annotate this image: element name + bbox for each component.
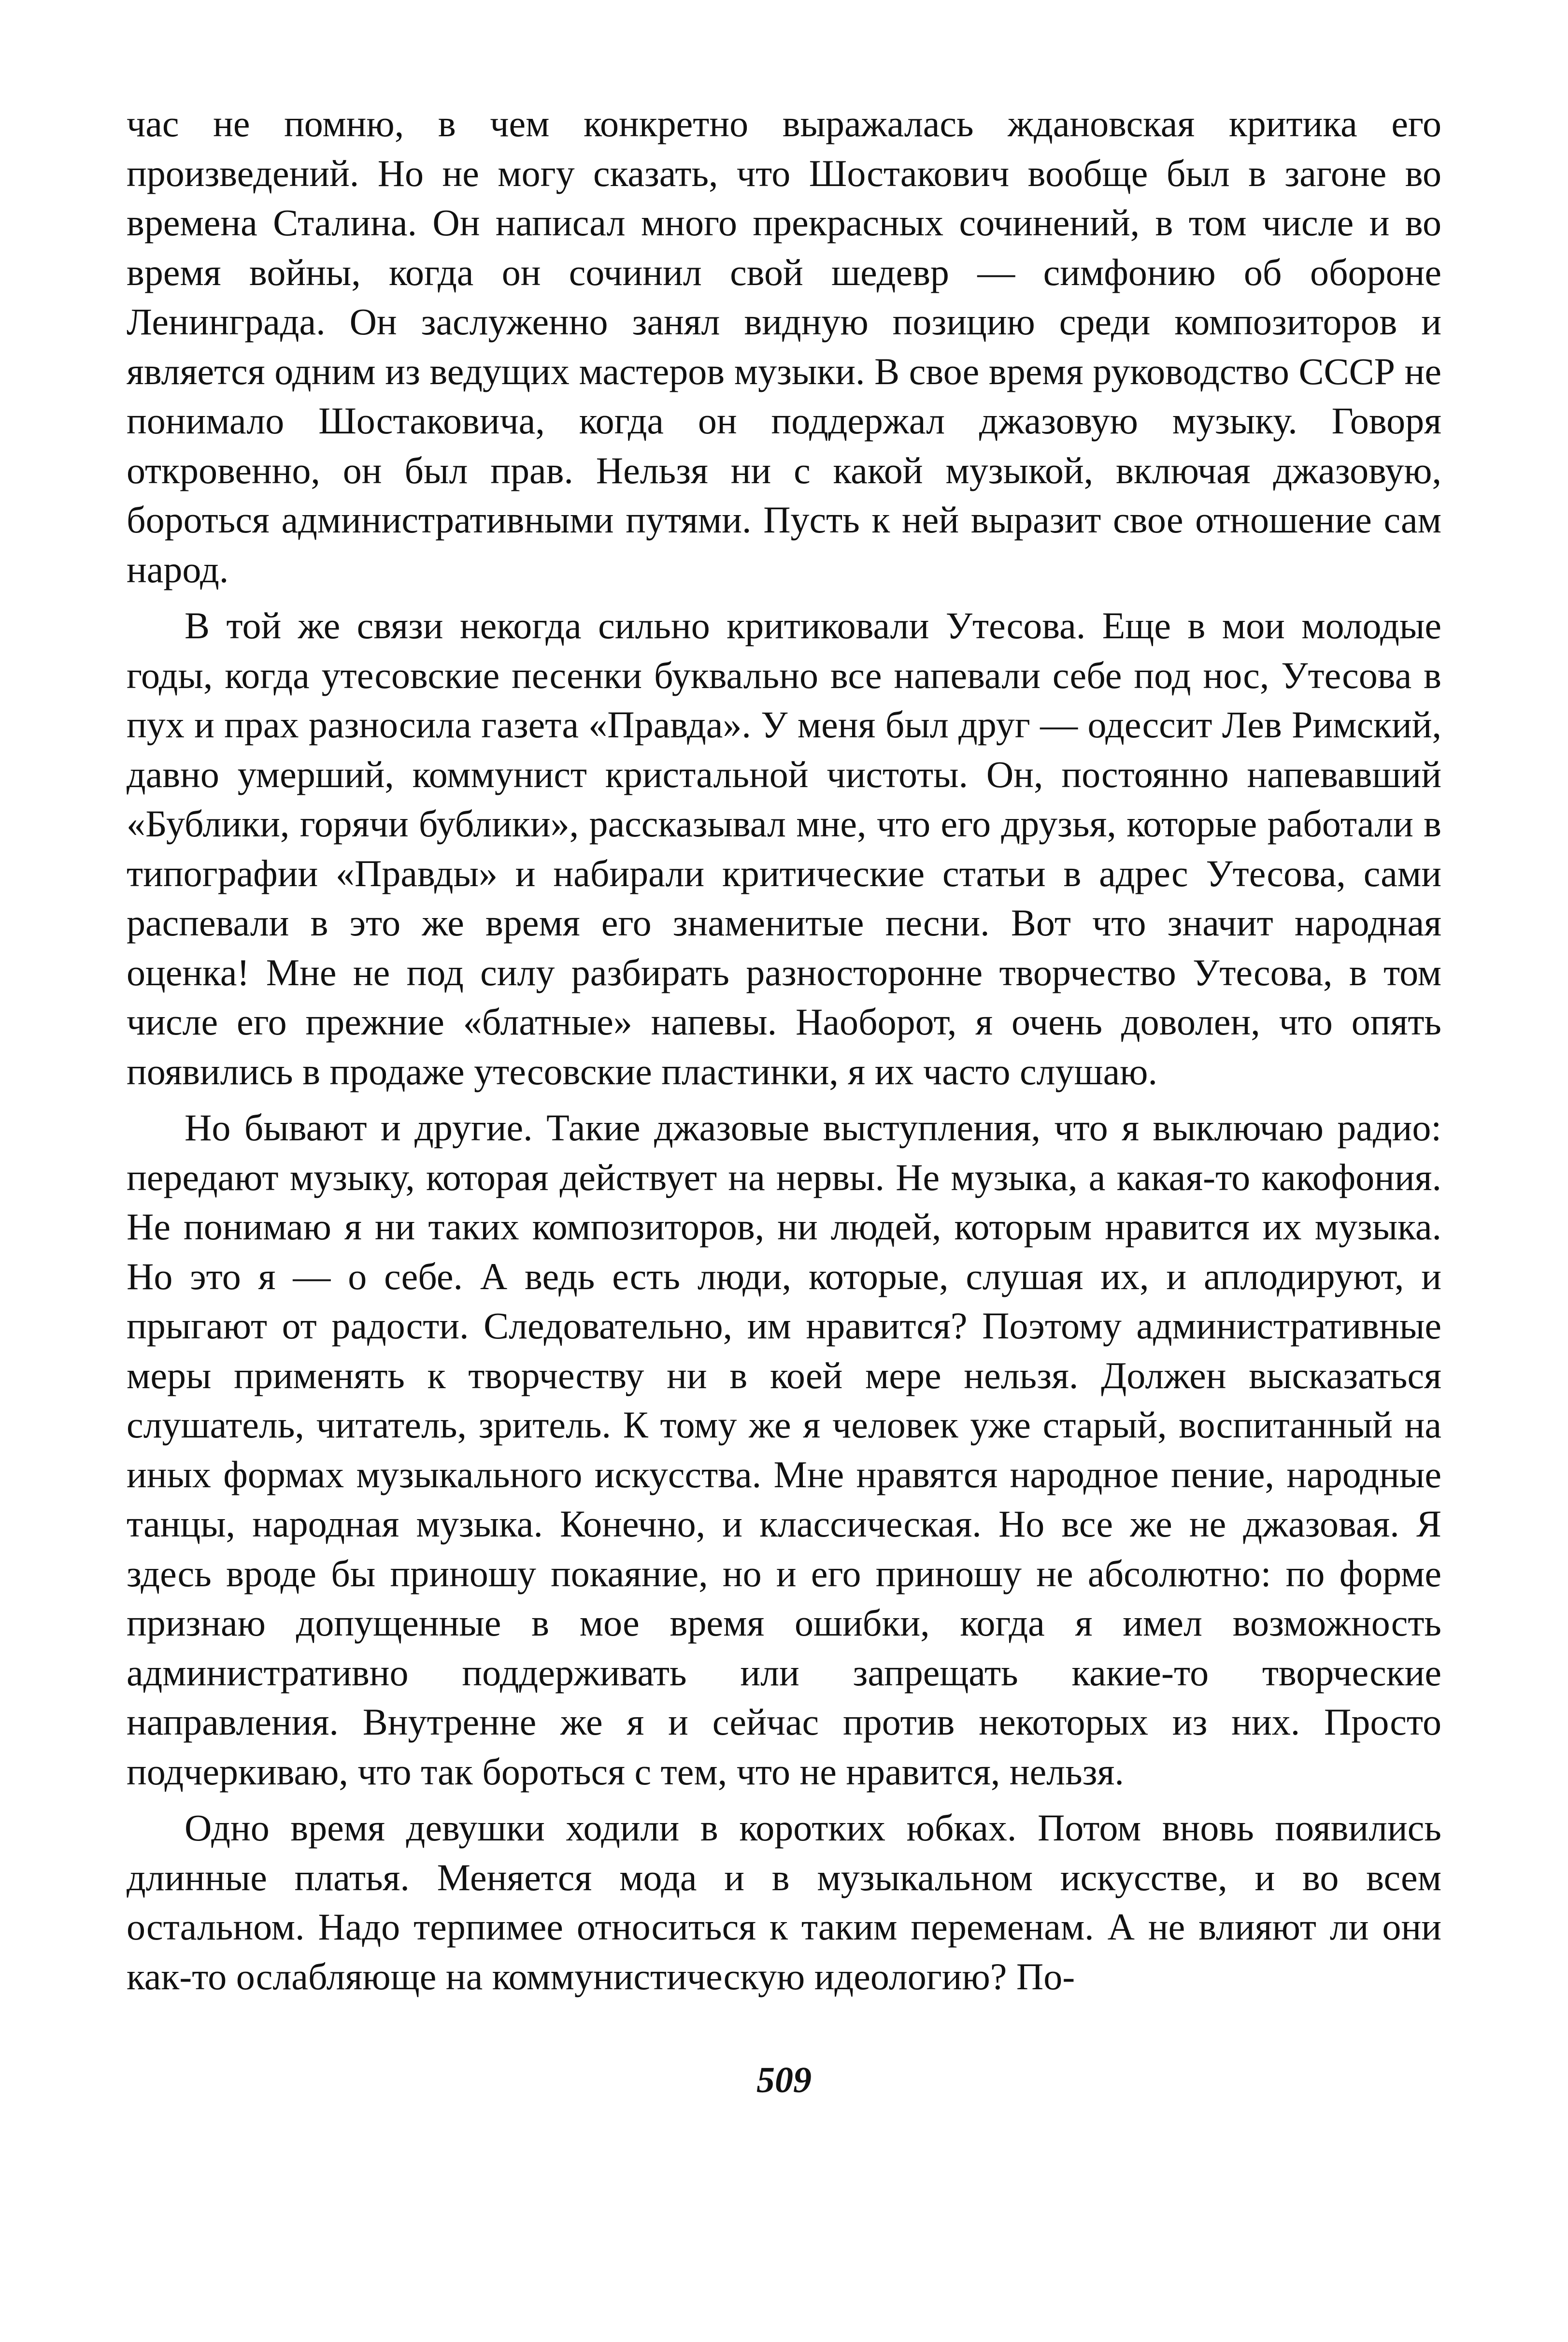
page-number: 509 [756,2060,812,2100]
paragraph-4: Одно время девушки ходили в коротких юбках. Потом вновь появились длинные платья. Меняется мода и в музыкальном искусстве, и во всем остальном. Надо терпимее относиться к таким переменам. А не влияют ли они как-то ослабляюще на коммунистическую идеологию? По- [127,1807,1441,1997]
paragraph-2: В той же связи некогда сильно критиковали Утесова. Еще в мои молодые годы, когда утесовские песенки буквально все напевали себе под нос, Утесова в пух и прах разносила газета «Правда». У меня был друг — одессит Лев Римский, давно умерший, коммунист кристальной чистоты. Он, постоянно напевавший «Бублики, горячи бублики», рассказывал мне, что его друзья, которые работали в типографии «Правды» и набирали критические статьи в адрес Утесова, сами распевали в это же время его знаменитые песни. Вот что значит народная оценка! Мне не под силу разбирать разносторонне творчество Утесова, в том числе его прежние «блатные» напевы. Наоборот, я очень доволен, что опять появились в продаже утесовские пластинки, я их часто слушаю. [127,604,1441,1092]
body-text [127,99,1441,2008]
paragraph-1: час не помню, в чем конкретно выражалась ждановская критика его произведений. Но не могу сказать, что Шостакович вообще был в загоне во времена Сталина. Он написал много прекрасных сочинений, в том числе и во время войны, когда он сочинил свой шедевр — симфонию об обороне Ленинграда. Он заслуженно занял видную позицию среди композиторов и является одним из ведущих мастеров музыки. В свое время руководство СССР не понимало Шостаковича, когда он поддержал джазовую музыку. Говоря откровенно, он был прав. Нельзя ни с какой музыкой, включая джазовую, бороться административными путями. Пусть к ней выразит свое отношение сам народ. [127,102,1441,590]
paragraph-3: Но бывают и другие. Такие джазовые выступления, что я выключаю радио: передают музыку, которая действует на нервы. Не музыка, а какая-то какофония. Не понимаю я ни таких композиторов, ни людей, которым нравится их музыка. Но это я — о себе. А ведь есть люди, которые, слушая их, и аплодируют, и прыгают от радости. Следовательно, им нравится? Поэтому административные меры применять к творчеству ни в коей мере нельзя. Должен высказаться слушатель, читатель, зритель. К тому же я человек уже старый, воспитанный на иных формах музыкального искусства. Мне нравятся народное пение, народные танцы, народная музыка. Конечно, и классическая. Но все же не джазовая. Я здесь вроде бы приношу покаяние, но и его приношу не абсолютно: по форме признаю допущенные в мое время ошибки, когда я имел возможность административно поддерживать или запрещать какие-то творческие направления. Внутренне же я и сейчас против некоторых из них. Просто подчеркиваю, что так бороться с тем, что не нравится, нельзя. [127,1106,1441,1793]
